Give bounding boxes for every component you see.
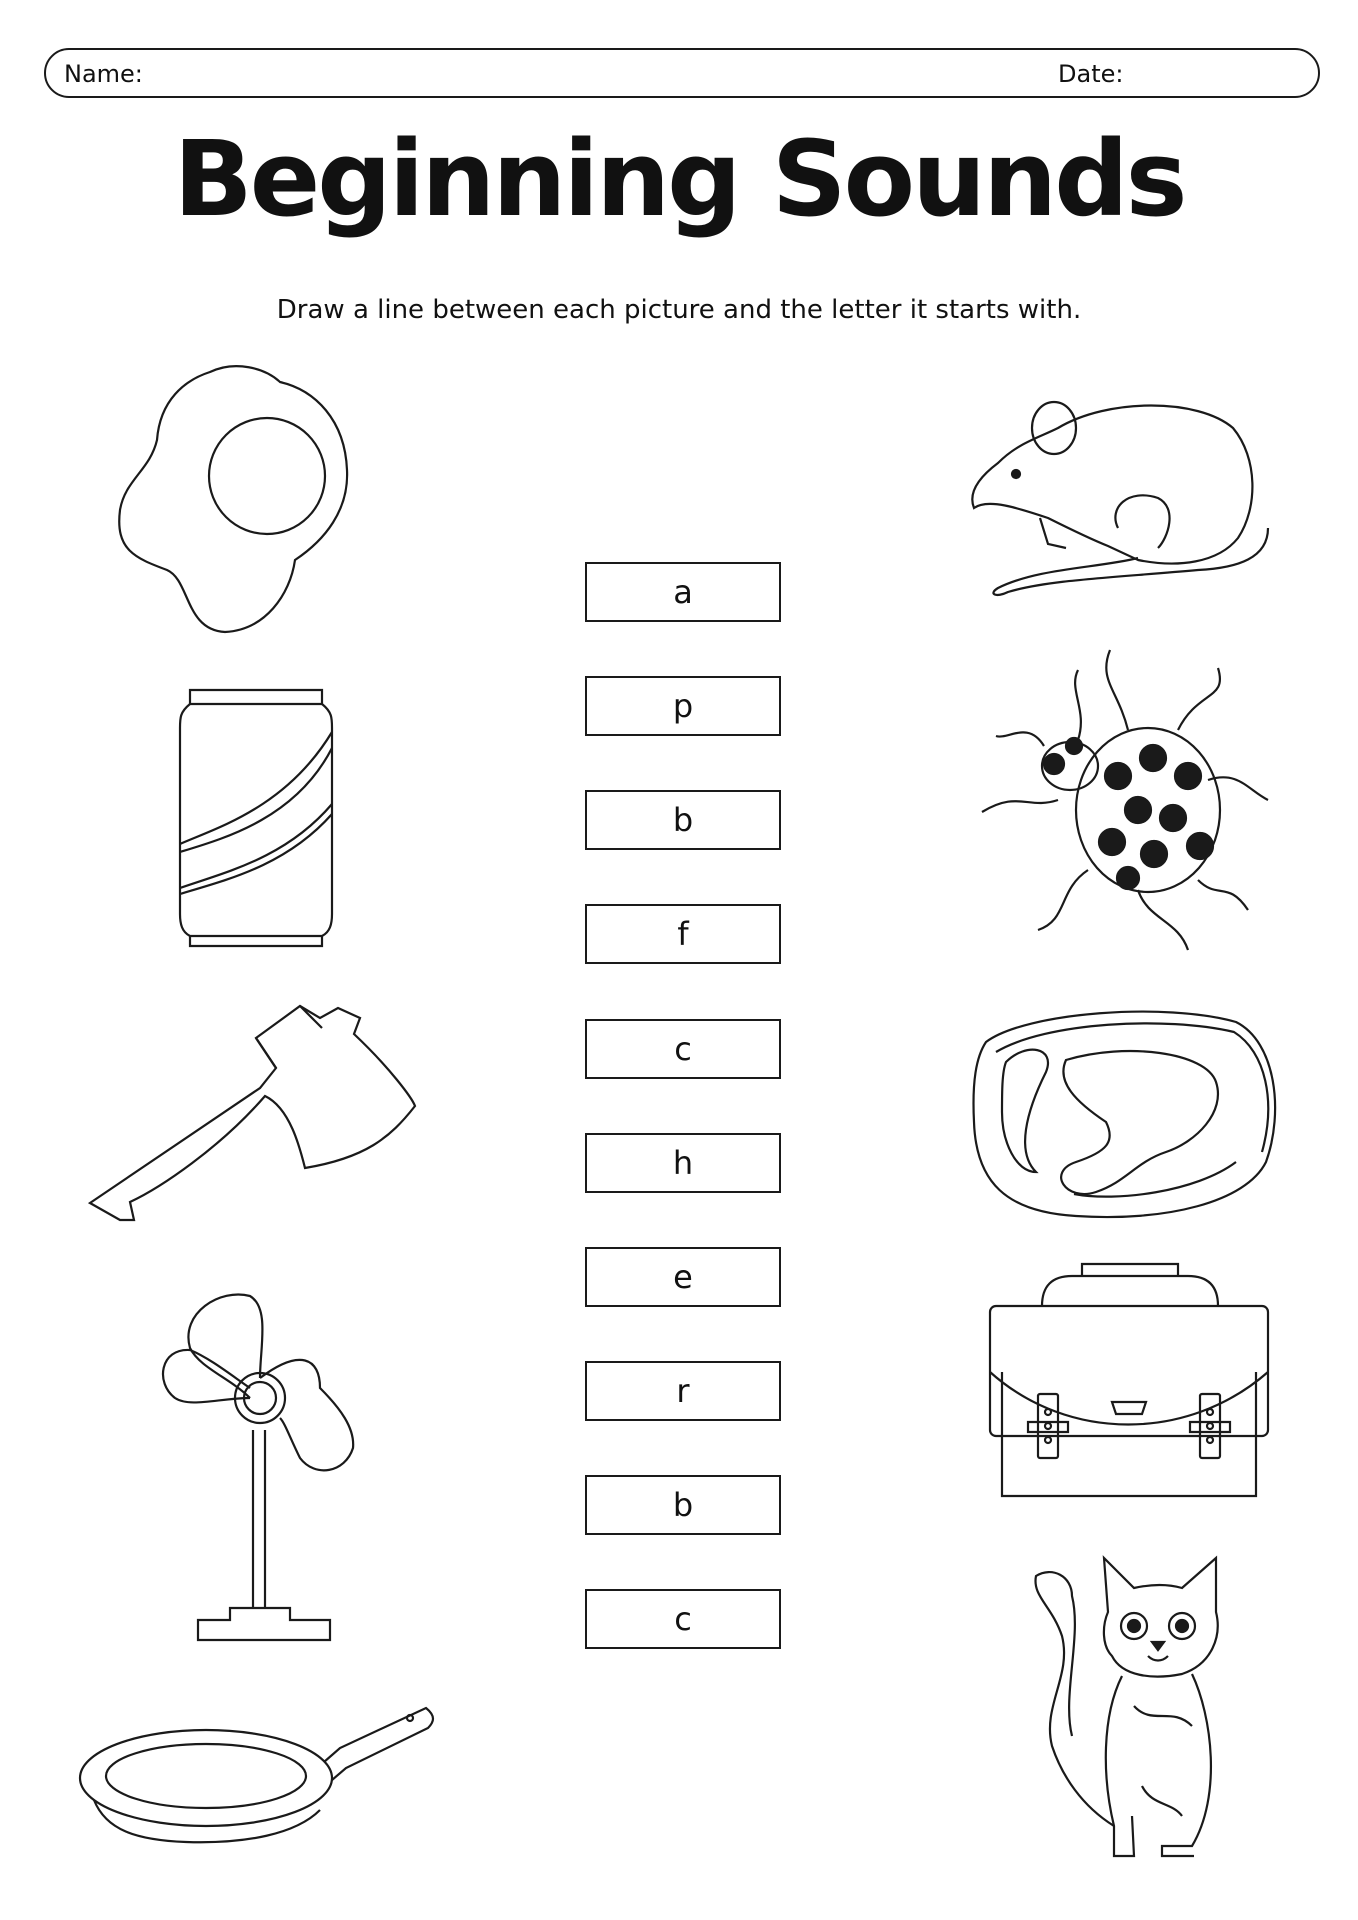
instructions-text: Draw a line between each picture and the letter it starts with. bbox=[276, 295, 1082, 325]
electric-fan-icon[interactable] bbox=[150, 1268, 370, 1640]
name-label: Name: bbox=[64, 60, 143, 88]
cat-icon[interactable] bbox=[1022, 1556, 1228, 1868]
date-label: Date: bbox=[1058, 60, 1124, 88]
worksheet-title: Beginning Sounds bbox=[173, 118, 1185, 240]
letter-box[interactable]: a bbox=[585, 562, 781, 622]
briefcase-icon[interactable] bbox=[988, 1262, 1270, 1508]
letter-box[interactable]: b bbox=[585, 790, 781, 850]
letter-box[interactable]: e bbox=[585, 1247, 781, 1307]
letter-box[interactable]: r bbox=[585, 1361, 781, 1421]
fried-egg-icon[interactable] bbox=[115, 360, 395, 640]
letter-box[interactable]: c bbox=[585, 1019, 781, 1079]
axe-icon[interactable] bbox=[90, 998, 420, 1220]
letter-box[interactable]: h bbox=[585, 1133, 781, 1193]
rat-icon[interactable] bbox=[968, 398, 1278, 598]
letter-box[interactable]: f bbox=[585, 904, 781, 964]
soda-can-icon[interactable] bbox=[176, 688, 336, 950]
frying-pan-icon[interactable] bbox=[76, 1690, 436, 1850]
name-date-bar bbox=[44, 48, 1320, 98]
letter-box[interactable]: b bbox=[585, 1475, 781, 1535]
letter-box[interactable]: p bbox=[585, 676, 781, 736]
letter-box[interactable]: c bbox=[585, 1589, 781, 1649]
bug-icon[interactable] bbox=[978, 650, 1278, 950]
steak-icon[interactable] bbox=[966, 1002, 1286, 1222]
